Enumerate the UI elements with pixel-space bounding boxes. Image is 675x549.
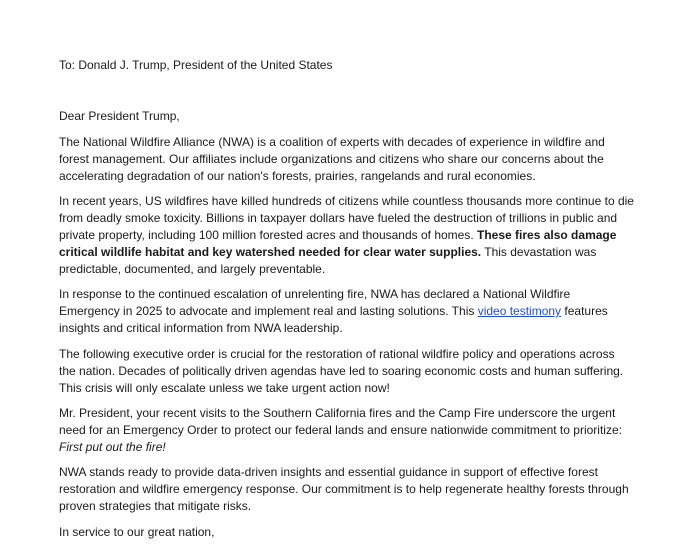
paragraph-text: features insights and critical information from NWA leadership. — [59, 304, 608, 335]
paragraph-executive-order: The following executive order is crucial for the restoration of rational wildfire policy and operations across the nation. Decades of politically driven agendas have led to soaring economic costs and human suffering. This crisis will only escalate unless we take urgent action now! — [59, 347, 624, 395]
paragraph-emergency-declaration — [59, 286, 634, 337]
paragraph-intro: The National Wildfire Alliance (NWA) is a coalition of experts with decades of experience in wildfire and forest management. Our affiliates include organizations and citizens who share our concerns about the accelerating degradation of our nation's forests, prairies, rangelands and rural economies. — [59, 135, 605, 183]
paragraph-emergency-order — [59, 405, 634, 456]
recipient-line: To: Donald J. Trump, President of the United States — [59, 58, 333, 72]
salutation: Dear President Trump, — [59, 109, 180, 123]
paragraph-bold-text: These fires also damage critical wildlife habitat and key watershed needed for clear water supplies. — [59, 228, 617, 259]
paragraph-italic-text: First put out the fire! — [59, 440, 166, 454]
paragraph-nwa-commitment: NWA stands ready to provide data-driven insights and essential guidance in support of effective forest restoration and wildfire emergency response. Our commitment is to help regenerate healthy forests through proven strategies that mitigate risks. — [59, 465, 629, 513]
paragraph-text: Mr. President, your recent visits to the Southern California fires and the Camp Fire underscore the urgent need for an Emergency Order to protect our federal lands and ensure nationwide commitment to prioritize: — [59, 406, 622, 437]
video-testimony-link[interactable]: video testimony — [477, 304, 562, 318]
paragraph-text: This devastation was predictable, documented, and largely preventable. — [59, 245, 597, 276]
paragraph-text: In response to the continued escalation of unrelenting fire, NWA has declared a National Wildfire Emergency in 2025 to advocate and implement real and lasting solutions. This — [59, 287, 571, 318]
paragraph-text: In recent years, US wildfires have killed hundreds of citizens while countless thousands more continue to die from deadly smoke toxicity. Billions in taxpayer dollars have fueled the destruction of trillions in public and private property, including 100 million forested acres and thousands of homes. — [59, 194, 634, 242]
closing-line: In service to our great nation, — [59, 525, 215, 539]
paragraph-wildfire-impact — [59, 193, 634, 278]
